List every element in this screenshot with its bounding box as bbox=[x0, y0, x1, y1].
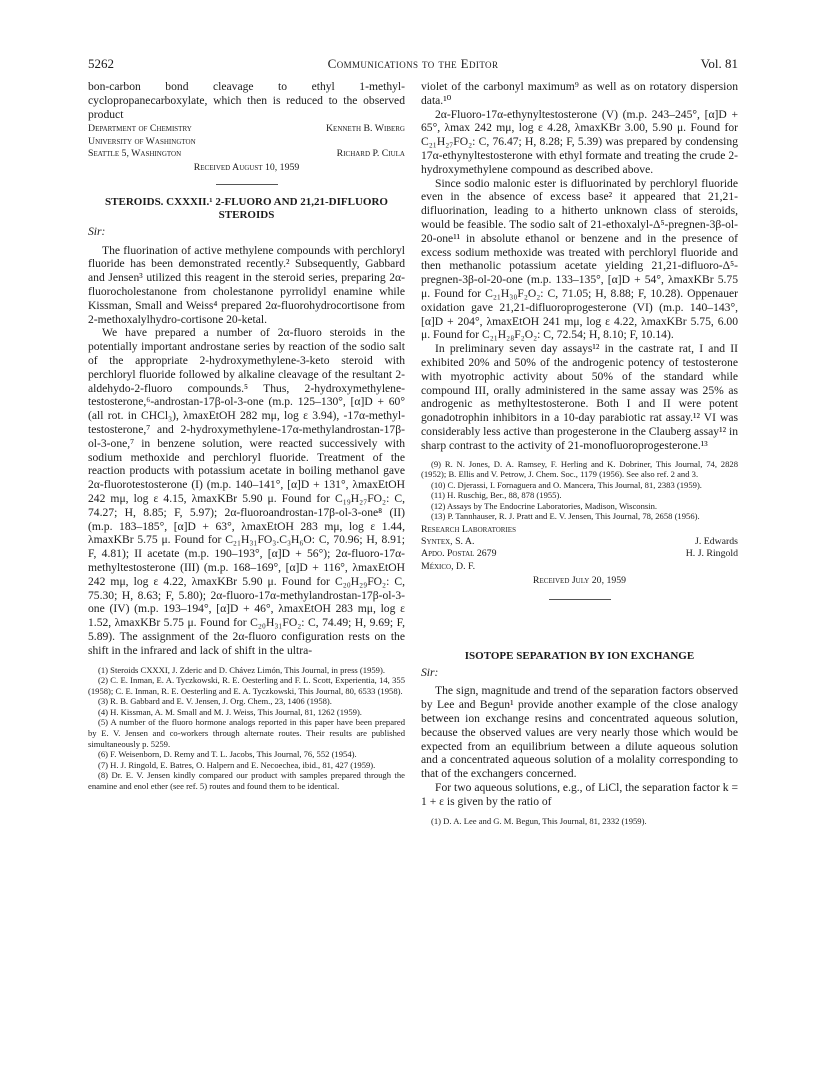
paragraph-3: 2α-Fluoro-17α-ethynyltestosterone (V) (m.p. 243–245°, [α]D + 65°, λmax 242 mμ, log ε 4.28, λmaxKBr 3.00, 5.90 μ. Found for C₂₁H₂₇FO₂: C, 76.47; H, 8.28; F, 5.39) was prepared by condensing 17α-ethynyltestosterone with ethyl formate and treating the crude 2-hydroxymethylene compound as described above. bbox=[421, 107, 738, 176]
affiliation-lab: Research Laboratories bbox=[421, 524, 516, 536]
salutation-2: Sir: bbox=[421, 665, 439, 679]
paragraph-continued: violet of the carbonyl maximum⁹ as well as on rotatory dispersion data.¹⁰ bbox=[421, 80, 738, 107]
article-title: STEROIDS. CXXXII.¹ 2-FLUORO AND 21,21-DIFLUORO STEROIDS bbox=[105, 195, 388, 221]
running-title: Communications to the Editor bbox=[327, 56, 499, 71]
volume-label: Vol. 81 bbox=[700, 56, 738, 71]
footnote: (12) Assays by The Endocrine Laboratories, Madison, Wisconsin. bbox=[431, 500, 658, 511]
affiliation-city: Seattle 5, Washington bbox=[88, 147, 182, 159]
author-edwards: J. Edwards bbox=[695, 536, 738, 548]
previous-affiliation bbox=[88, 123, 405, 160]
footnote: (4) H. Kissman, A. M. Small and M. J. Weiss, This Journal, 81, 1262 (1959). bbox=[98, 706, 362, 717]
author-ciula: Richard P. Ciula bbox=[336, 147, 405, 159]
article-divider bbox=[216, 184, 278, 185]
paragraph-2: We have prepared a number of 2α-fluoro steroids in the potentially important androstane series by reaction of the sodio salt of the appropriate 2-hydroxymethylene-3-keto steroid with perchloryl fluoride followed by alkaline cleavage of the resultant 2-aldehydo-2-fluoro compounds.⁵ Thus, 2-hydroxymethylene-testosterone,⁶-androstan-17β-ol-3-one (m.p. 125–130°, [α]D + 60° (all rot. in CHCl₃), λmaxEtOH 282 mμ, log ε 3.94), -17α-methyl-testosterone,⁷ and 2-hydroxymethylene-17α-methylandrostan-17β-ol-3-one,⁷ in benzene solution, were reacted successively with sodium methoxide and perchloryl fluoride. Treatment of the reaction products with potassium acetate in boiling methanol gave 2α-fluorotestosterone (I) (m.p. 140–141°, [α]D + 131°, λmaxEtOH 242 mμ, log ε 4.15, λmaxKBr 5.90 μ. Found for C₁₉H₂₇FO₂: C, 74.27; H, 8.85; F, 5.97); 2α-fluoroandrostan-17β-ol-3-one⁸ (II) (m.p. 183–185°, [α]D + 63°, λmaxEtOH 283 mμ, log ε 1.44, λmaxKBr 5.75 μ. Found for C₂₁H₃₁FO₃.C₃H₆O: C, 70.96; H, 8.91; F, 4.81); II acetate (m.p. 190–193°, [α]D + 56°); 2α-fluoro-17α-methyltestosterone (III) (m.p. 168–169°, [α]D + 116°, λmaxEtOH 242 mμ, log ε 4.22, λmaxKBr 5.90 μ. Found for C₂₀H₂₉FO₂: C, 75.30; H, 8.63; F, 5.80); 2α-fluoro-17α-methylandrostan-17β-ol-3-one (IV) (m.p. 193–194°, [α]D + 46°, λmaxEtOH 283 mμ, log ε 1.52, λmaxKBr 5.75 μ. Found for C₂₀H₃₁FO₂: C, 74.49; H, 9.69; F, 5.89). The assignment of the 2α-fluoro configuration rests on the shift in the infrared and lack of shift in the ultra- bbox=[88, 326, 405, 657]
previous-article-tail: bon-carbon bond cleavage to ethyl 1-methyl-cyclopropanecarboxylate, which then is reduced to the observed product bbox=[88, 80, 405, 121]
footnote: (9) R. N. Jones, D. A. Ramsey, F. Herling and K. Dobriner, This Journal, 74, 2828 (1952); B. Ellis and V. Petrow, J. Chem. Soc., 1179 (1956). See also ref. 2 and 3. bbox=[421, 458, 738, 480]
footnote: (13) P. Tannhauser, R. J. Pratt and E. V. Jensen, This Journal, 78, 2658 (1956). bbox=[431, 511, 700, 522]
affiliation-company: Syntex, S. A. bbox=[421, 536, 475, 548]
syntex-affiliation bbox=[421, 524, 738, 573]
footnote: (5) A number of the fluoro hormone analogs reported in this paper have been prepared by E. V. Jensen and co-workers through alternate routes. Their results are published simultaneously p. 5259. bbox=[88, 717, 405, 749]
footnote: (3) R. B. Gabbard and E. V. Jensen, J. Org. Chem., 23, 1406 (1958). bbox=[98, 696, 332, 707]
paragraph-7: For two aqueous solutions, e.g., of LiCl, the separation factor k = 1 + ε is given by the ratio of bbox=[421, 781, 738, 808]
footnote: (8) Dr. E. V. Jensen kindly compared our product with samples prepared through the enamine and enol ether (see ref. 5) routes and found them to be identical. bbox=[88, 770, 405, 792]
author-ringold: H. J. Ringold bbox=[685, 548, 738, 560]
affiliation-country: México, D. F. bbox=[421, 560, 476, 572]
author-wiberg: Kenneth B. Wiberg bbox=[325, 123, 405, 135]
article-title-2: ISOTOPE SEPARATION BY ION EXCHANGE bbox=[464, 649, 695, 662]
paragraph-5: In preliminary seven day assays¹² in the castrate rat, I and II exhibited 20% and 50% of the androgenic potency of testosterone with myotrophic activity about 50% of the standard while compound III, orally administered in the same assay was 25% as androgenic as methyltestosterone. Both I and II were potent gonadotrophin inhibitors in a 10-day parabiotic rat assay.¹² VI was considerably less active than progesterone in the Clauberg assay¹² in sharp contrast to the activity of 21-monofluoroprogesterone.¹³ bbox=[421, 342, 738, 452]
footnote: (6) F. Weisenborn, D. Remy and T. L. Jacobs, This Journal, 76, 552 (1954). bbox=[98, 749, 357, 760]
affiliation-department: Department of Chemistry bbox=[88, 123, 192, 135]
paragraph-6: The sign, magnitude and trend of the separation factors observed by Lee and Begun¹ provide another example of the close analogy between ion exchange resins and concentrated aqueous solution, because the observed values are very nearly those which would be expected from an equilibrium between a dilute aqueous solution and a concentrated aqueous solution of a molality corresponding to that of the exchangers concerned. bbox=[421, 684, 738, 781]
left-column bbox=[88, 80, 405, 792]
page-number: 5262 bbox=[88, 56, 114, 71]
footnote: (2) C. E. Inman, E. A. Tyczkowski, R. E. Oesterling and F. L. Scott, Experientia, 14, 355 (1958); C. E. Inman, R. E. Oesterling and E. A. Tyczkowski, This Journal, 80, 6533 (1958). bbox=[88, 675, 405, 696]
right-column bbox=[421, 80, 738, 826]
footnote: (10) C. Djerassi, I. Fornaguera and O. Mancera, This Journal, 81, 2383 (1959). bbox=[431, 479, 702, 490]
previous-received-date: Received August 10, 1959 bbox=[193, 162, 300, 173]
running-header bbox=[88, 56, 738, 74]
footnotes-left bbox=[88, 665, 405, 792]
paragraph-1: The fluorination of active methylene compounds with perchloryl fluoride has been demonstrated recently.² Subsequently, Gabbard and Jensen³ utilized this reagent in the steroid series, preparing 2α-fluorocholestanone from cholestanone pyrrolidyl enamine while Kissman, Small and Weiss⁴ prepared 2α-fluorohydrocortisone from 2-methoxalylhydro-cortisone 20-ketal. bbox=[88, 243, 405, 326]
footnotes-right bbox=[421, 459, 738, 523]
affiliation-postal: Apdo. Postal 2679 bbox=[421, 548, 497, 560]
article-divider-2 bbox=[549, 599, 611, 600]
paragraph-4: Since sodio malonic ester is difluorinated by perchloryl fluoride even in the absence of excess base² it appeared that 21,21-difluorination, leading to a hitherto unknown class of steroids, would be feasible. The sodio salt of 21-ethoxalyl-Δ⁵-pregnen-3β-ol-20-one¹¹ in absolute ethanol or benzene and in the presence of excess sodium methoxide was treated with perchloryl fluoride and then methanolic potassium acetate yielding 21,21-difluoro-Δ⁵-pregnen-3β-ol-20-one (m.p. 133–135°, [α]D + 54°, λmaxKBr 5.75 μ. Found for C₂₁H₃₀F₂O₂: C, 71.05; H, 8.88; F, 10.28). Oppenauer oxidation gave 21,21-difluoroprogesterone (VI) (m.p. 140–143°, [α]D + 204°, λmaxEtOH 241 mμ, log ε 4.22, λmaxKBr 5.75, 6.00 μ. Found for C₂₁H₂₈F₂O₂: C, 72.54; H, 8.10; F, 10.14). bbox=[421, 176, 738, 342]
footnote: (1) Steroids CXXXI, J. Zderic and D. Chávez Limón, This Journal, in press (1959). bbox=[98, 664, 385, 675]
received-date: Received July 20, 1959 bbox=[532, 574, 627, 586]
footnotes-right-2 bbox=[421, 816, 738, 827]
footnote: (11) H. Ruschig, Ber., 88, 878 (1955). bbox=[431, 490, 562, 501]
affiliation-university: University of Washington bbox=[88, 135, 196, 147]
footnote: (1) D. A. Lee and G. M. Begun, This Journal, 81, 2332 (1959). bbox=[431, 815, 647, 826]
salutation: Sir: bbox=[88, 224, 106, 238]
footnote: (7) H. J. Ringold, E. Batres, O. Halpern and E. Necoechea, ibid., 81, 427 (1959). bbox=[98, 759, 376, 770]
